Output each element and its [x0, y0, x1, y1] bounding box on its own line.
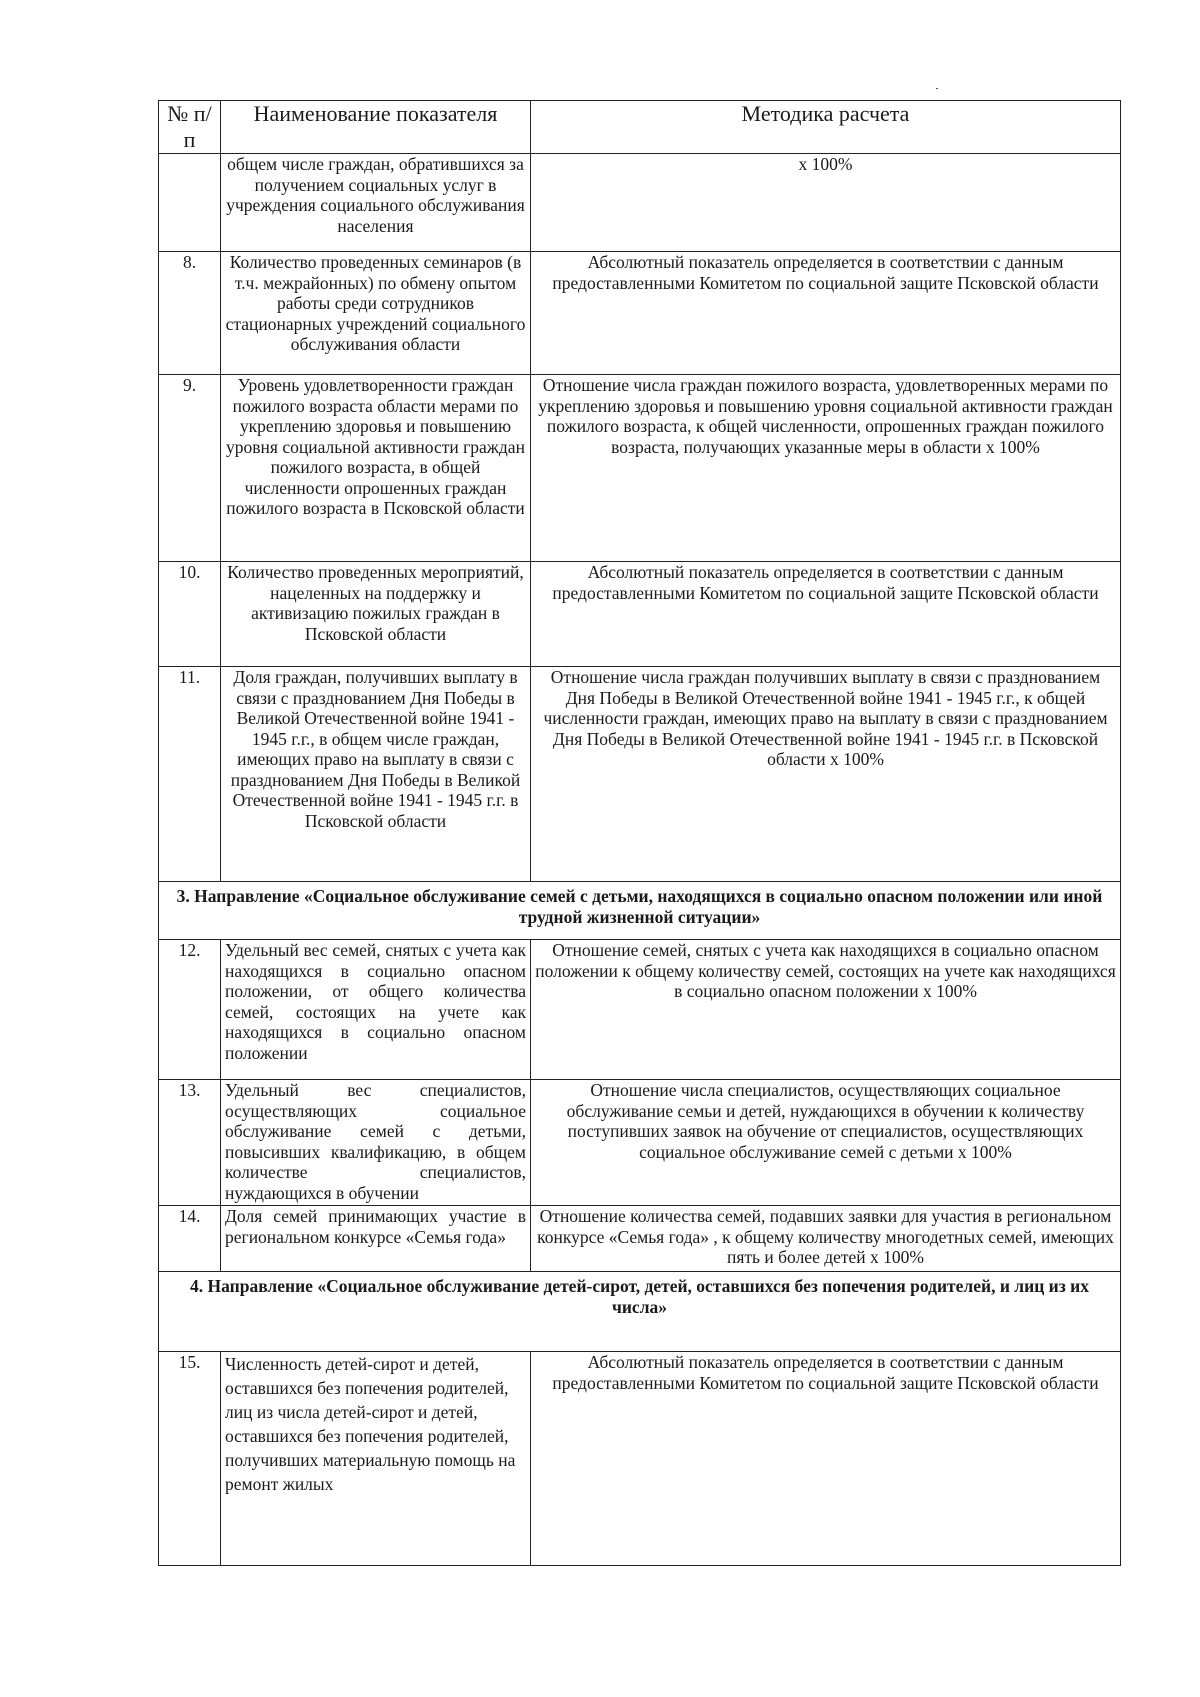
table-row — [159, 940, 1121, 1080]
section-3-heading: 3. Направление «Социальное обслуживание семей с детьми, находящихся в социально опасном положении или иной трудной жизненной ситуации» — [159, 882, 1121, 940]
row-name: Доля граждан, получивших выплату в связи с празднованием Дня Победы в Великой Отечественной войне 1941 - 1945 г.г., в общем числе граждан, имеющих право на выплату в связи с празднованием Дня Победы в Великой Отечественной войне 1941 - 1945 г.г. в Псковской области — [221, 667, 531, 882]
row-num: 14. — [159, 1206, 221, 1272]
table-row — [159, 1206, 1121, 1272]
row-name: общем числе граждан, обратившихся за получением социальных услуг в учреждения социального обслуживания населения — [221, 154, 531, 252]
row-method: х 100% — [531, 154, 1121, 252]
table-row — [159, 154, 1121, 252]
table-row — [159, 1080, 1121, 1206]
header-num: № п/п — [159, 101, 221, 154]
row-num: 12. — [159, 940, 221, 1080]
header-name: Наименование показателя — [221, 101, 531, 154]
indicator-table — [158, 100, 1121, 1566]
row-method: Отношение числа специалистов, осуществляющих социальное обслуживание семьи и детей, нуждающихся в обучении к количеству поступивших заявок на обучение от специалистов, осуществляющих социальное обслуживание семей с детьми х 100% — [531, 1080, 1121, 1206]
row-name: Количество проведенных мероприятий, нацеленных на поддержку и активизацию пожилых граждан в Псковской области — [221, 562, 531, 667]
table-row — [159, 252, 1121, 375]
row-method: Абсолютный показатель определяется в соответствии с данным предоставленными Комитетом по социальной защите Псковской области — [531, 1352, 1121, 1566]
row-num: 10. — [159, 562, 221, 667]
row-num: 13. — [159, 1080, 221, 1206]
row-method: Отношение количества семей, подавших заявки для участия в региональном конкурсе «Семья года» , к общему количеству многодетных семей, имеющих пять и более детей х 100% — [531, 1206, 1121, 1272]
table-row — [159, 667, 1121, 882]
row-method: Отношение семей, снятых с учета как находящихся в социально опасном положении к общему количеству семей, состоящих на учете как находящихся в социально опасном положении х 100% — [531, 940, 1121, 1080]
scan-mark — [936, 88, 938, 89]
row-method: Абсолютный показатель определяется в соответствии с данным предоставленными Комитетом по социальной защите Псковской области — [531, 252, 1121, 375]
table-header — [159, 101, 1121, 154]
table-row — [159, 375, 1121, 562]
row-name: Удельный вес семей, снятых с учета как находящихся в социально опасном положении, от общего количества семей, состоящих на учете как находящихся в социально опасном положении — [221, 940, 531, 1080]
header-method: Методика расчета — [531, 101, 1121, 154]
row-name: Доля семей принимающих участие в региональном конкурсе «Семья года» — [221, 1206, 531, 1272]
table-row — [159, 1352, 1121, 1566]
row-num: 9. — [159, 375, 221, 562]
row-num: 8. — [159, 252, 221, 375]
row-method: Отношение числа граждан пожилого возраста, удовлетворенных мерами по укреплению здоровья и повышению уровня социальной активности граждан пожилого возраста, к общей численности, опрошенных граждан пожилого возраста, получающих указанные меры в области х 100% — [531, 375, 1121, 562]
row-name: Количество проведенных семинаров (в т.ч. межрайонных) по обмену опытом работы среди сотрудников стационарных учреждений социального обслуживания области — [221, 252, 531, 375]
row-method: Абсолютный показатель определяется в соответствии с данным предоставленными Комитетом по социальной защите Псковской области — [531, 562, 1121, 667]
row-name: Удельный вес специалистов, осуществляющих социальное обслуживание семей с детьми, повысивших квалификацию, в общем количестве специалистов, нуждающихся в обучении — [221, 1080, 531, 1206]
section-4-heading: 4. Направление «Социальное обслуживание детей-сирот, детей, оставшихся без попечения родителей, и лиц из их числа» — [159, 1272, 1121, 1352]
row-num: 11. — [159, 667, 221, 882]
row-name: Уровень удовлетворенности граждан пожилого возраста области мерами по укреплению здоровья и повышению уровня социальной активности граждан пожилого возраста, в общей численности опрошенных граждан пожилого возраста в Псковской области — [221, 375, 531, 562]
row-name: Численность детей-сирот и детей, оставшихся без попечения родителей, лиц из числа детей-сирот и детей, оставшихся без попечения родителей, получивших материальную помощь на ремонт жилых — [221, 1352, 531, 1566]
section-heading-row — [159, 882, 1121, 940]
table-row — [159, 562, 1121, 667]
section-heading-row — [159, 1272, 1121, 1352]
row-num — [159, 154, 221, 252]
row-method: Отношение числа граждан получивших выплату в связи с празднованием Дня Победы в Великой Отечественной войне 1941 - 1945 г.г., к общей численности граждан, имеющих право на выплату в связи с празднованием Дня Победы в Великой Отечественной войне 1941 - 1945 г.г. в Псковской области х 100% — [531, 667, 1121, 882]
row-num: 15. — [159, 1352, 221, 1566]
